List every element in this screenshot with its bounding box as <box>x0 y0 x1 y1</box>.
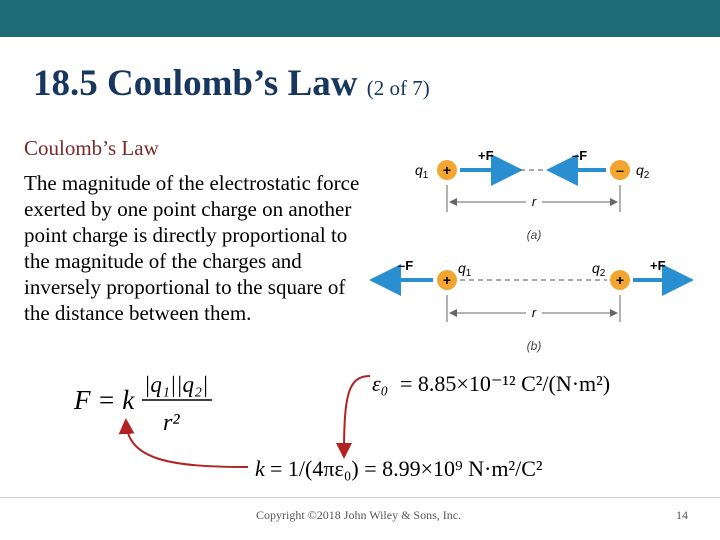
copyright-text: Copyright ©2018 John Wiley & Sons, Inc. <box>256 508 462 522</box>
title-main: 18.5 Coulomb’s Law <box>33 63 358 104</box>
charge-q2-label-b: $q_2$ <box>592 260 606 279</box>
k-symbol: k <box>255 456 265 481</box>
charge-q1-label: $q_1$ <box>415 162 429 181</box>
k-equation <box>255 456 543 481</box>
charge-q2-label: $q_2$ <box>636 162 650 181</box>
distance-label-a: r <box>531 194 537 209</box>
epsilon-equation <box>372 371 610 396</box>
equation-numerator: |q₁||q₂| <box>144 372 209 397</box>
distance-label-b: r <box>531 305 537 320</box>
coulomb-equation <box>73 372 212 436</box>
page-number: 14 <box>676 508 688 522</box>
force-label-pos-a: +F <box>478 148 494 163</box>
connector-epsilon-to-k <box>344 376 370 455</box>
force-label-pos-b: +F <box>650 258 666 273</box>
body-paragraph: The magnitude of the electrostatic force exerted by one point charge on another point charge is directly proportional to the magnitude of the charges and inversely proportional to the square of the distance between them. <box>24 171 360 325</box>
equation-denominator: r² <box>163 410 180 436</box>
diagram-a <box>415 148 650 242</box>
caption-a: (a) <box>526 228 542 242</box>
epsilon-symbol: ε₀ <box>372 371 389 396</box>
equation-lhs: F = k <box>74 385 135 415</box>
section-heading: Coulomb’s Law <box>24 136 159 160</box>
force-label-neg-a: –F <box>572 148 588 163</box>
k-value: = 1/(4πε₀) = 8.99×10⁹ N·m²/C² <box>270 456 543 481</box>
footer-divider <box>0 497 720 498</box>
charge-q2-sign-b: + <box>615 272 625 288</box>
diagram-b <box>377 258 686 353</box>
title-suffix: (2 of 7) <box>366 76 430 100</box>
force-label-neg-b: –F <box>398 258 414 273</box>
caption-b: (b) <box>526 339 542 353</box>
charge-q2-sign: – <box>616 162 624 178</box>
connector-k-to-equation <box>126 422 248 467</box>
epsilon-value: = 8.85×10⁻¹² C²/(N·m²) <box>400 371 611 396</box>
charge-q1-sign-b: + <box>442 272 452 288</box>
charge-q1-sign: + <box>442 162 452 178</box>
charge-q1-label-b: $q_1$ <box>458 260 472 279</box>
